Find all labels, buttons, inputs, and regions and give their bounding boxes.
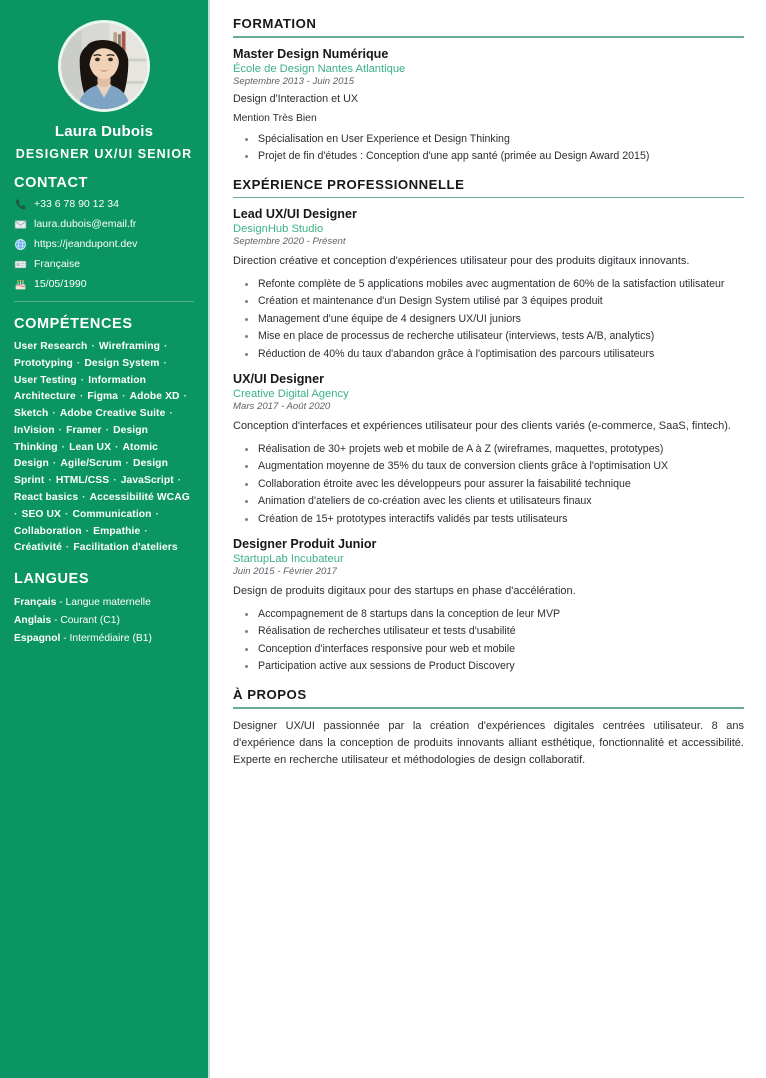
skill-item: Agile/Scrum — [60, 458, 122, 470]
entry-specialty: Design d'Interaction et UX — [233, 92, 359, 105]
skill-separator: · — [62, 508, 72, 520]
contact-item-phone[interactable] — [14, 198, 196, 211]
bullet-item: Accompagnement de 8 startups dans la conception de leur MVP — [239, 606, 744, 623]
bullet-item: Réalisation de recherches utilisateur et tests d'usabilité — [239, 623, 744, 640]
skill-separator: · — [180, 391, 188, 403]
skill-separator: · — [102, 424, 113, 436]
skill-separator: · — [58, 441, 69, 453]
skills-list — [14, 339, 194, 557]
entry-dates: Septembre 2020 - Présent — [233, 236, 346, 248]
language-name: Français — [14, 597, 57, 609]
skill-item: Figma — [87, 391, 119, 403]
skill-item: Framer — [66, 424, 102, 436]
main-content — [210, 0, 766, 1078]
contact-value: 15/05/1990 — [34, 278, 87, 291]
skill-separator: · — [122, 458, 133, 470]
language-name: Espagnol — [14, 633, 61, 645]
skill-separator: · — [160, 357, 167, 369]
section-rule — [233, 197, 744, 199]
person-job-title: DESIGNER UX/UI SENIOR — [15, 147, 193, 161]
skill-item: Design Thinking — [14, 424, 149, 453]
bullet-item: Réalisation de 30+ projets web et mobile de A à Z (wireframes, maquettes, prototypes) — [239, 441, 744, 458]
contact-value: +33 6 78 90 12 34 — [34, 198, 119, 211]
birthday-cake-icon — [14, 278, 27, 291]
person-name: Laura Dubois — [54, 123, 154, 140]
bullet-item: Mise en place de processus de recherche utilisateur (interviews, tests A/B, analytics) — [239, 328, 744, 345]
skill-item: Atomic Design — [14, 441, 159, 470]
language-level: - Langue maternelle — [56, 597, 151, 609]
skill-separator: · — [73, 357, 84, 369]
section-title: FORMATION — [233, 16, 317, 31]
skill-item: Information Architecture — [14, 374, 146, 403]
entry-honors: Mention Très Bien — [233, 112, 317, 124]
avatar-photo-icon — [61, 23, 147, 109]
contact-list — [12, 198, 196, 291]
skill-separator: · — [152, 508, 160, 520]
avatar — [58, 20, 150, 112]
entry-title: Master Design Numérique — [233, 46, 389, 61]
bullet-item: Management d'une équipe de 4 designers UX/UI juniors — [239, 311, 744, 328]
section-formation — [233, 16, 744, 165]
language-item — [14, 630, 196, 648]
sidebar — [0, 0, 210, 1078]
language-level: - Intermédiaire (B1) — [60, 633, 152, 645]
entry-organization: École de Design Nantes Atlantique — [233, 62, 406, 75]
entry-organization: StartupLab Incubateur — [233, 553, 344, 566]
skill-item: User Research — [14, 341, 88, 352]
contact-item-website[interactable] — [14, 238, 196, 251]
email-icon — [14, 218, 27, 231]
skill-separator: · — [110, 475, 120, 487]
skill-separator: · — [49, 458, 60, 470]
skills-heading: COMPÉTENCES — [14, 316, 133, 332]
languages-heading: LANGUES — [14, 571, 90, 588]
skill-item: Prototyping — [14, 357, 73, 369]
bullet-item: Conception d'interfaces responsive pour web et mobile — [239, 641, 744, 658]
section-about — [233, 687, 744, 769]
skill-item: Sketch — [14, 408, 49, 420]
entry-dates: Mars 2017 - Août 2020 — [233, 401, 331, 413]
skill-separator: · — [112, 441, 122, 453]
bullet-item: Augmentation moyenne de 35% du taux de conversion clients grâce à l'optimisation UX — [239, 458, 744, 475]
bullet-item: Projet de fin d'études : Conception d'une app santé (primée au Design Award 2015) — [239, 148, 744, 165]
contact-value: Française — [34, 258, 81, 271]
entry-organization: Creative Digital Agency — [233, 388, 349, 401]
bullet-item: Spécialisation en User Experience et Design Thinking — [239, 131, 744, 148]
skill-item: HTML/CSS — [55, 475, 110, 487]
contact-value: https://jeandupont.dev — [34, 238, 138, 251]
language-level: - Courant (C1) — [51, 615, 120, 627]
skill-item: Design Sprint — [14, 458, 168, 487]
entry-bullets — [239, 441, 744, 528]
section-rule — [233, 36, 744, 38]
skill-separator: · — [49, 408, 59, 420]
entry-dates: Septembre 2013 - Juin 2015 — [233, 75, 355, 87]
skill-separator: · — [76, 391, 87, 403]
skill-separator: · — [88, 341, 98, 352]
skill-separator: · — [82, 525, 93, 537]
bullet-item: Animation d'ateliers de co-création avec les clients et utilisateurs finaux — [239, 493, 744, 510]
globe-icon — [14, 238, 27, 251]
language-item — [14, 612, 196, 630]
skill-separator: · — [160, 341, 168, 352]
language-name: Anglais — [14, 615, 52, 627]
entry-title: Designer Produit Junior — [233, 537, 377, 552]
skill-item: Collaboration — [14, 525, 82, 537]
skill-separator: · — [79, 492, 89, 504]
contact-item-nationality — [14, 258, 196, 271]
section-rule — [233, 707, 744, 709]
bullet-item: Réduction de 40% du taux d'abandon grâce à l'optimisation des parcours utilisateurs — [239, 346, 744, 363]
entry-organization: DesignHub Studio — [233, 223, 324, 236]
entry-description: Conception d'interfaces et expériences utilisateur pour des clients variés (e-commerce, SaaS, fintech). — [233, 420, 731, 433]
section-title: À PROPOS — [233, 686, 307, 702]
entry-description: Design de produits digitaux pour des startups en phase d'accélération. — [233, 585, 576, 598]
skill-separator: · — [62, 542, 73, 554]
phone-icon — [14, 198, 27, 211]
skill-item: Créativité — [14, 542, 62, 554]
languages-list — [12, 594, 196, 648]
skill-item: Accessibilité WCAG — [89, 492, 190, 504]
skill-item: Lean UX — [69, 441, 112, 453]
entry-dates: Juin 2015 - Février 2017 — [233, 566, 337, 578]
skill-item: SEO UX — [21, 508, 62, 520]
skill-item: Design System — [84, 357, 160, 369]
skill-separator: · — [45, 475, 55, 487]
skill-item: User Testing — [14, 374, 77, 386]
skill-item: React basics — [14, 492, 79, 504]
skill-item: Empathie — [93, 525, 141, 537]
skill-item: InVision — [14, 424, 55, 436]
entry-title: UX/UI Designer — [233, 372, 324, 387]
experience-entry — [233, 537, 744, 675]
language-item — [14, 594, 196, 612]
contact-heading: CONTACT — [14, 175, 89, 191]
skill-item: Communication — [72, 508, 152, 520]
skill-separator: · — [77, 374, 88, 386]
sidebar-divider-1 — [14, 301, 194, 302]
contact-value: laura.dubois@email.fr — [34, 218, 137, 231]
id-card-icon — [14, 258, 27, 271]
skill-separator: · — [141, 525, 148, 537]
contact-item-birthdate — [14, 278, 196, 291]
entry-description: Direction créative et conception d'expériences utilisateur pour des produits digitaux innovants. — [233, 255, 690, 268]
formation-entry — [233, 47, 744, 165]
contact-item-email[interactable] — [14, 218, 196, 231]
bullet-item: Création de 15+ prototypes interactifs validés par tests utilisateurs — [239, 511, 744, 528]
avatar-wrapper — [12, 20, 196, 112]
experience-entry — [233, 372, 744, 527]
skill-separator: · — [166, 408, 173, 420]
bullet-item: Création et maintenance d'un Design System utilisé par 3 équipes produit — [239, 293, 744, 310]
section-title: EXPÉRIENCE PROFESSIONNELLE — [233, 176, 465, 192]
skill-item: Wireframing — [98, 341, 160, 352]
skill-item: Facilitation d'ateliers — [73, 542, 178, 554]
experience-entry-list — [233, 207, 744, 675]
skill-separator: · — [174, 475, 182, 487]
skill-separator: · — [55, 424, 66, 436]
experience-entry — [233, 207, 744, 362]
entry-bullets — [239, 606, 744, 675]
section-experience — [233, 177, 744, 675]
skill-item: Adobe XD — [129, 391, 180, 403]
entry-bullets — [239, 276, 744, 363]
skill-item: JavaScript — [120, 475, 174, 487]
about-text: Designer UX/UI passionnée par la création d'expériences digitales centrées utilisateur. 8 ans d'expérience dans la conception de produits innovants alliant esthétique, fonctionnalité et accessibilité. Experte en recherche utilisateur et méthodologies de design collaboratif. — [233, 719, 744, 766]
entry-bullets — [239, 131, 744, 165]
bullet-item: Collaboration étroite avec les développeurs pour assurer la faisabilité technique — [239, 476, 744, 493]
entry-title: Lead UX/UI Designer — [233, 207, 357, 222]
bullet-item: Refonte complète de 5 applications mobiles avec augmentation de 60% de la satisfaction utilisateur — [239, 276, 744, 293]
skill-separator: · — [14, 508, 21, 520]
skill-item: Adobe Creative Suite — [59, 408, 166, 420]
skill-separator: · — [119, 391, 129, 403]
bullet-item: Participation active aux sessions de Product Discovery — [239, 658, 744, 675]
